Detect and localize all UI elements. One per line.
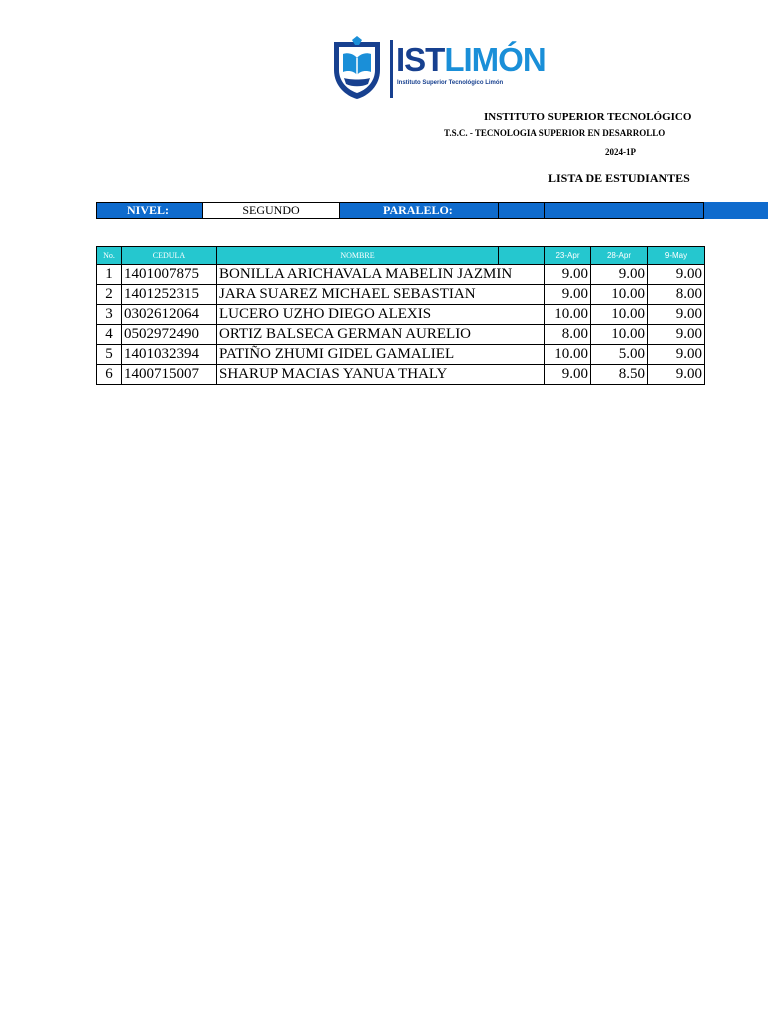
paralelo-label: PARALELO: bbox=[383, 203, 453, 217]
row-grade-3: 8.00 bbox=[648, 285, 705, 305]
header-date-1: 23-Apr bbox=[545, 247, 591, 265]
row-grade-3: 9.00 bbox=[648, 365, 705, 385]
row-cedula: 0302612064 bbox=[122, 305, 217, 325]
students-table bbox=[96, 246, 705, 385]
table-row bbox=[97, 365, 705, 385]
header-no: No. bbox=[97, 247, 122, 265]
table-row bbox=[97, 325, 705, 345]
logo-limon-text: LIMÓN bbox=[444, 41, 546, 78]
table-row bbox=[97, 345, 705, 365]
row-cedula: 1401032394 bbox=[122, 345, 217, 365]
row-cedula: 1401007875 bbox=[122, 265, 217, 285]
row-grade-2: 10.00 bbox=[591, 305, 648, 325]
row-number: 1 bbox=[97, 265, 122, 285]
nivel-paralelo-bar bbox=[96, 202, 704, 219]
row-grade-3: 9.00 bbox=[648, 305, 705, 325]
row-number: 4 bbox=[97, 325, 122, 345]
table-row bbox=[97, 305, 705, 325]
logo-ist-text: IST bbox=[396, 41, 445, 78]
list-title: LISTA DE ESTUDIANTES bbox=[548, 171, 690, 185]
row-number: 2 bbox=[97, 285, 122, 305]
row-number: 6 bbox=[97, 365, 122, 385]
row-nombre: ORTIZ BALSECA GERMAN AURELIO bbox=[217, 325, 545, 345]
row-grade-2: 8.50 bbox=[591, 365, 648, 385]
row-grade-3: 9.00 bbox=[648, 325, 705, 345]
row-grade-1: 8.00 bbox=[545, 325, 591, 345]
row-grade-3: 9.00 bbox=[648, 345, 705, 365]
institute-logo bbox=[330, 36, 546, 100]
bar-extension bbox=[704, 202, 768, 219]
nivel-label: NIVEL: bbox=[127, 203, 170, 217]
header-date-3: 9-May bbox=[648, 247, 705, 265]
row-cedula: 0502972490 bbox=[122, 325, 217, 345]
row-cedula: 1401252315 bbox=[122, 285, 217, 305]
row-grade-1: 10.00 bbox=[545, 345, 591, 365]
row-grade-1: 10.00 bbox=[545, 305, 591, 325]
header-date-2: 28-Apr bbox=[591, 247, 648, 265]
header-blank bbox=[499, 247, 545, 265]
row-grade-1: 9.00 bbox=[545, 285, 591, 305]
row-number: 5 bbox=[97, 345, 122, 365]
career-title: T.S.C. - TECNOLOGIA SUPERIOR EN DESARROLLO bbox=[444, 128, 666, 138]
table-header-row bbox=[97, 247, 705, 265]
row-grade-2: 10.00 bbox=[591, 285, 648, 305]
row-nombre: PATIÑO ZHUMI GIDEL GAMALIEL bbox=[217, 345, 545, 365]
row-grade-3: 9.00 bbox=[648, 265, 705, 285]
table-row bbox=[97, 265, 705, 285]
paralelo-divider bbox=[498, 203, 499, 218]
row-grade-1: 9.00 bbox=[545, 365, 591, 385]
row-nombre: BONILLA ARICHAVALA MABELIN JAZMIN bbox=[217, 265, 545, 285]
shield-emblem-icon bbox=[330, 36, 384, 100]
row-grade-2: 5.00 bbox=[591, 345, 648, 365]
institution-title: INSTITUTO SUPERIOR TECNOLÓGICO bbox=[484, 111, 692, 123]
row-number: 3 bbox=[97, 305, 122, 325]
paralelo-divider bbox=[544, 203, 545, 218]
logo-divider bbox=[390, 40, 393, 98]
table-row bbox=[97, 285, 705, 305]
row-nombre: JARA SUAREZ MICHAEL SEBASTIAN bbox=[217, 285, 545, 305]
row-grade-2: 10.00 bbox=[591, 325, 648, 345]
nivel-value: SEGUNDO bbox=[202, 202, 340, 219]
header-cedula: CEDULA bbox=[122, 247, 217, 265]
row-grade-2: 9.00 bbox=[591, 265, 648, 285]
period-label: 2024-1P bbox=[605, 147, 636, 157]
header-nombre: NOMBRE bbox=[217, 247, 499, 265]
row-nombre: SHARUP MACIAS YANUA THALY bbox=[217, 365, 545, 385]
logo-wordmark bbox=[396, 42, 546, 78]
row-cedula: 1400715007 bbox=[122, 365, 217, 385]
row-nombre: LUCERO UZHO DIEGO ALEXIS bbox=[217, 305, 545, 325]
logo-subtitle: Instituto Superior Tecnológico Limón bbox=[397, 80, 504, 86]
row-grade-1: 9.00 bbox=[545, 265, 591, 285]
